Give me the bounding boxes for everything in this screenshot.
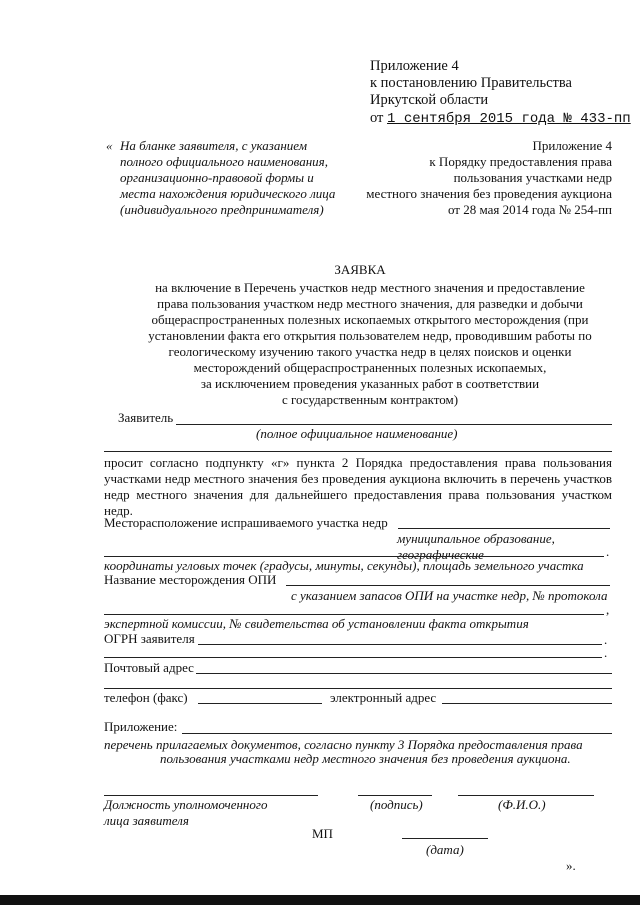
header-top-line2: к постановлению Правительства [370, 75, 572, 91]
ogrn-field[interactable] [198, 644, 602, 645]
header-top-date [370, 110, 635, 128]
name-hint: (Ф.И.О.) [498, 797, 546, 812]
quote-close: ». [566, 858, 576, 873]
signature-field[interactable] [358, 795, 432, 796]
blank-note-line: места нахождения юридического лица [120, 186, 336, 201]
deposit-label: Название месторождения ОПИ [104, 572, 277, 587]
date-field[interactable] [402, 838, 488, 839]
scan-edge [0, 895, 640, 905]
position-line-2: лица заявителя [104, 813, 189, 828]
header-top-line1: Приложение 4 [370, 58, 459, 74]
ogrn-field-2[interactable] [104, 657, 602, 658]
location-dot: . [606, 544, 610, 559]
signature-hint: (подпись) [370, 797, 423, 812]
ogrn-dot: . [604, 632, 608, 647]
deposit-field[interactable] [286, 585, 610, 586]
subtitle-line: месторождений общераспространенных полезных ископаемых, [193, 360, 547, 375]
location-field[interactable] [398, 528, 610, 529]
deposit-hint-1: с указанием запасов ОПИ на участке недр, № протокола [291, 588, 608, 603]
blank-note-quote: « [106, 138, 113, 153]
date-hint: (дата) [426, 842, 464, 857]
header-top-line3: Иркутской области [370, 92, 489, 108]
subtitle-line: за исключением проведения указанных работ в соответствии [200, 376, 540, 391]
document-subtitle [100, 280, 640, 408]
blank-note-line: организационно-правовой формы и [120, 170, 314, 185]
deposit-comma: , [606, 602, 610, 617]
deposit-field-2[interactable] [104, 614, 604, 615]
header-right-line: от 28 мая 2014 года № 254-пп [447, 202, 612, 217]
subtitle-line: на включение в Перечень участков недр местного значения и предоставление [155, 280, 585, 295]
applicant-field-2[interactable] [104, 451, 612, 452]
postal-field[interactable] [196, 673, 612, 674]
name-field[interactable] [458, 795, 594, 796]
deposit-hint-2: экспертной комиссии, № свидетельства об установлении факта открытия [104, 616, 529, 631]
header-right-line: к Порядку предоставления права [429, 154, 612, 169]
header-right-line: местного значения без проведения аукциона [366, 186, 612, 201]
subtitle-line: с государственным контрактом) [281, 392, 459, 407]
postal-label: Почтовый адрес [104, 660, 194, 675]
position-field[interactable] [104, 795, 318, 796]
date-value: 1 сентября 2015 года № 433-пп [387, 111, 631, 127]
ogrn-label: ОГРН заявителя [104, 631, 195, 646]
header-right [340, 138, 612, 218]
subtitle-line: геологическому изучению такого участка недр в целях поисков и оценки [168, 344, 572, 359]
applicant-label: Заявитель [118, 410, 174, 425]
ogrn-dot-2: . [604, 645, 608, 660]
stamp-label: МП [312, 826, 333, 841]
postal-field-2[interactable] [104, 688, 612, 689]
phone-field[interactable] [198, 703, 322, 704]
subtitle-line: установлении факта его открытия пользователем недр, проводившим работы по [148, 328, 592, 343]
applicant-hint: (полное официальное наименование) [256, 426, 458, 441]
blank-note-line: (индивидуального предпринимателя) [120, 202, 324, 217]
header-top [370, 58, 635, 128]
location-hint-1: муниципальное образование, географические [397, 531, 555, 562]
document-title: ЗАЯВКА [334, 262, 386, 277]
request-text: просит согласно подпункту «г» пункта 2 Порядка предоставления права пользования участками недр местного значения без проведения аукциона включить в перечень участков недр местного значения для дальнейшего предоставления права пользования участком недр. [104, 455, 612, 518]
blank-note-line: полного официального наименования, [120, 154, 328, 169]
blank-note [120, 138, 360, 218]
header-right-line: Приложение 4 [532, 138, 612, 153]
email-field[interactable] [442, 703, 612, 704]
attachment-label: Приложение: [104, 719, 178, 734]
position-hint [104, 797, 267, 829]
phone-label: телефон (факс) [104, 690, 188, 705]
subtitle-line: права пользования участком недр местного значения, для разведки и добычи [157, 296, 583, 311]
applicant-field[interactable] [176, 424, 612, 425]
attachment-hint-1: перечень прилагаемых документов, согласно пункту 3 Порядка предоставления права [104, 737, 583, 752]
date-prefix: от [370, 110, 384, 126]
email-label: электронный адрес [330, 690, 437, 705]
attachment-field[interactable] [182, 733, 612, 734]
location-hint-2: координаты угловых точек (градусы, минуты, секунды), площадь земельного участка [104, 558, 584, 573]
blank-note-line: На бланке заявителя, с указанием [120, 138, 308, 153]
location-label: Месторасположение испрашиваемого участка недр [104, 515, 388, 530]
attachment-hint-2: пользования участками недр местного значения без проведения аукциона. [160, 751, 571, 766]
subtitle-line: общераспространенных полезных ископаемых открытого месторождения (при [151, 312, 589, 327]
header-right-line: пользования участками недр [453, 170, 612, 185]
position-line-1: Должность уполномоченного [104, 797, 268, 812]
location-field-2[interactable] [104, 556, 604, 557]
